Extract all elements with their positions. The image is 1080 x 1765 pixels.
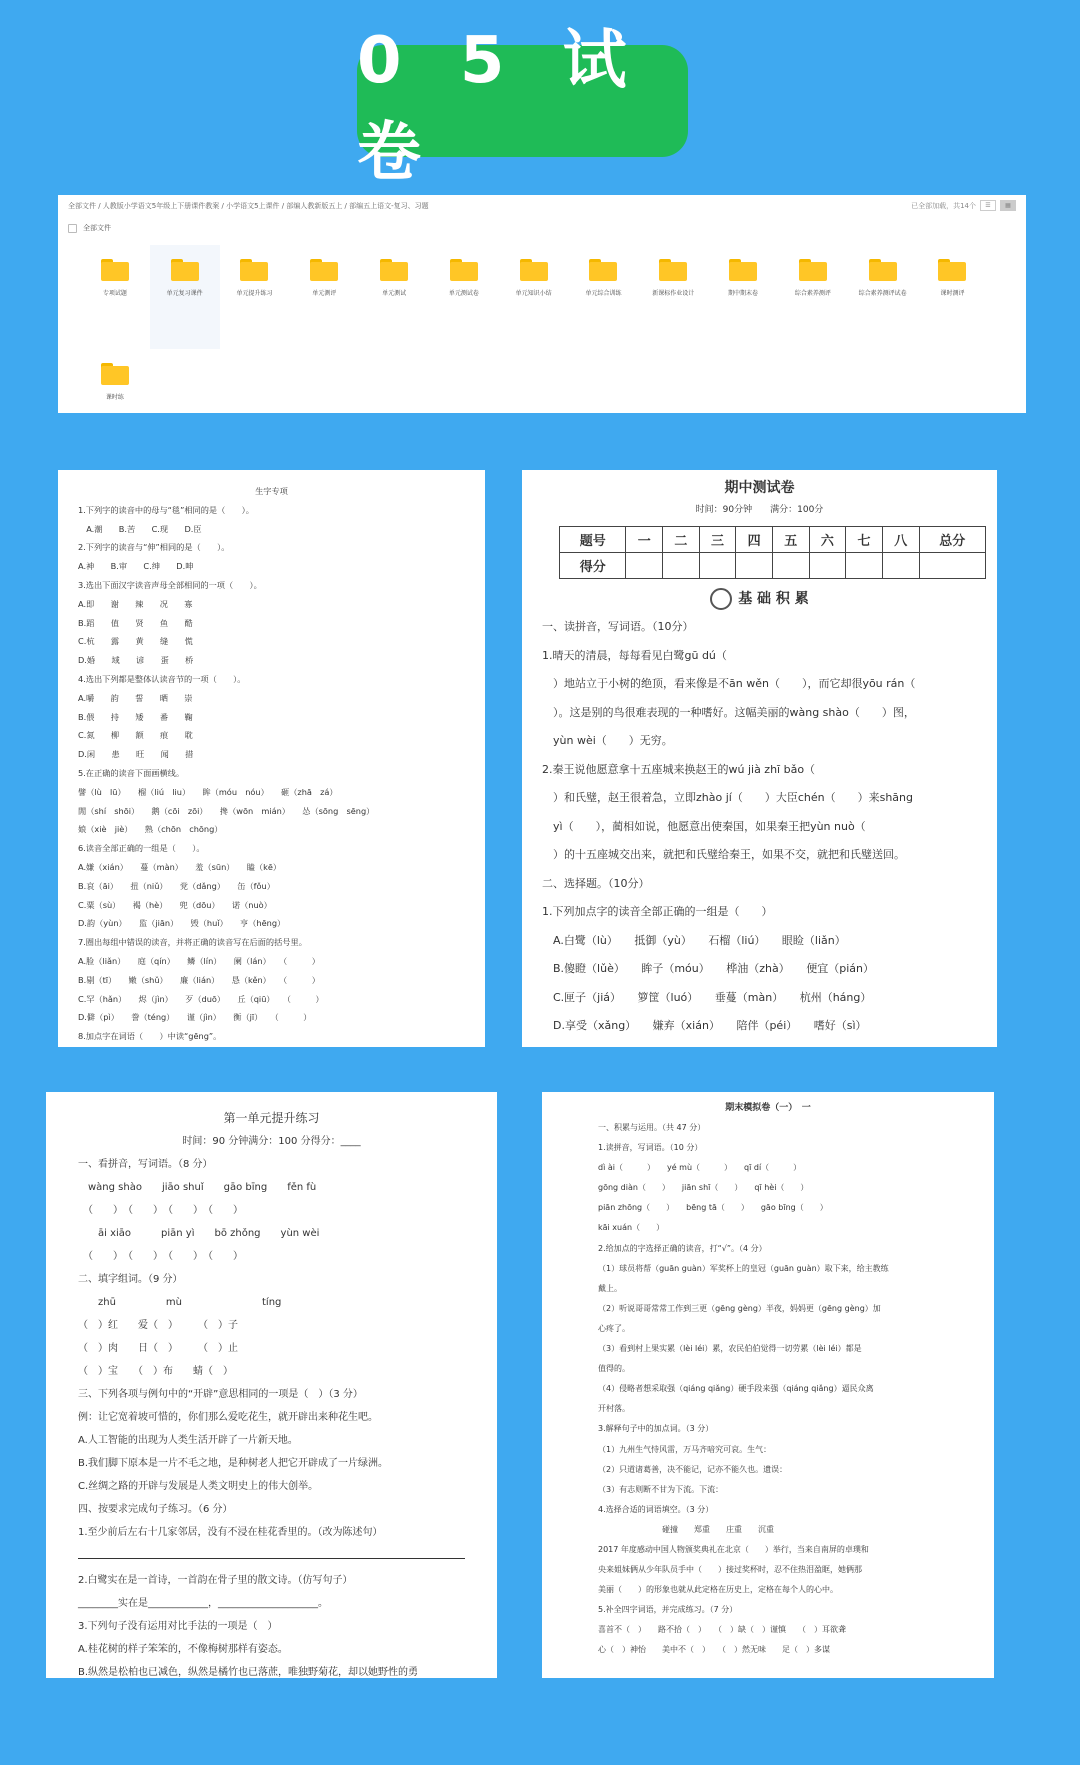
doc-lines	[78, 1153, 465, 1678]
doc-line: C.匣子（jiá） 箩筐（luó） 垂蔓（màn） 杭州（háng）	[542, 990, 872, 1004]
doc-line: C.罕（hǎn） 烬（jìn） 歹（duō） 丘（qiū） （ ）	[78, 993, 324, 1004]
doc-line: 美丽（ ）的形象也就从此定格在历史上，定格在每个人的心中。	[598, 1585, 838, 1595]
doc-line: （4）侵略者想采取强（qiáng qiǎng）硬手段来强（qiáng qiǎng）逼民众离	[598, 1384, 874, 1394]
doc-line: B.哀（āi） 扭（niǔ） 党（dǎng） 缶（fǒu）	[78, 880, 275, 891]
doc-line: ）的十五座城交出来，就把和氏璧给秦王，如果不交，就把和氏璧送回。	[542, 848, 905, 861]
folder-label: 期中期末卷	[728, 290, 759, 297]
folder-icon	[659, 259, 687, 281]
folder-item[interactable]	[708, 245, 778, 349]
doc-title: 期中测试卷	[724, 480, 795, 496]
doc-line: B.纵然是松柏也已减色，纵然是橘竹也已落蔗，唯独野菊花，却以她野性的勇	[78, 1667, 419, 1678]
doc-line: A.人工智能的出现为人类生活开辟了一片新天地。	[78, 1435, 298, 1446]
folder-item[interactable]	[848, 245, 918, 349]
doc-line: B.偎 持 矮 番 鞠	[78, 711, 193, 722]
folder-icon	[240, 259, 268, 281]
score-header-cell: 一	[626, 527, 663, 553]
doc-line: C.氮 柳 额 痕 耽	[78, 730, 193, 741]
doc-line: 2.下列字的读音与“伸”相同的是（ ）。	[78, 542, 230, 553]
folder-icon	[520, 259, 548, 281]
doc-line: A.神 B.审 C.绅 D.呻	[78, 561, 194, 572]
doc-line: 3.选出下面汉字读音声母全部相同的一项（ ）。	[78, 579, 262, 590]
doc-line: ）地站立于小树的绝顶，看来像是不ān wěn（ ），而它却很yōu rán（	[542, 677, 916, 690]
doc-line: （ ） （ ） （ ） （ ）	[78, 1205, 243, 1216]
folder-icon	[380, 259, 408, 281]
doc-line: 四、按要求完成句子练习。（6 分）	[78, 1504, 233, 1515]
folder-item[interactable]	[80, 245, 150, 349]
score-cell	[809, 553, 846, 579]
folder-item[interactable]	[638, 245, 708, 349]
doc-line: wàng shào jiāo shuǐ gāo bīng fěn fù	[78, 1182, 317, 1193]
doc-line: A.嚼 韵 誓 晒 崇	[78, 692, 193, 703]
folder-icon	[101, 363, 129, 385]
score-header-cell: 六	[809, 527, 846, 553]
folder-label: 单元测试	[382, 290, 407, 297]
folder-label: 综合素养测评	[794, 290, 831, 297]
score-header-cell: 三	[699, 527, 736, 553]
doc-line: A.桂花树的样子笨笨的，不像梅树那样有姿态。	[78, 1644, 288, 1655]
doc-line: zhū mù tíng	[78, 1297, 282, 1308]
folder-item[interactable]	[569, 245, 639, 349]
score-header-cell: 七	[846, 527, 883, 553]
doc-line: 2017 年度感动中国人物颁奖典礼在北京（ ）举行，当来自南屏的卓璞和	[598, 1544, 869, 1554]
score-header-cell: 八	[882, 527, 919, 553]
doc-line: 7.圈出每组中错误的读音，并将正确的读音写在后面的括号里。	[78, 937, 307, 948]
doc-line: C.杭 露 黄 缝 慌	[78, 636, 193, 647]
doc-line: 二、选择题。（10分）	[542, 876, 650, 890]
doc-line: D.僻（pì） 誊（téng） 谨（jìn） 衡（jī） （ ）	[78, 1012, 312, 1023]
doc-line: 例：让它宽着坡可惜的，你们那么爱吃花生，就开辟出来种花生吧。	[78, 1412, 378, 1423]
doc-line	[78, 1544, 465, 1559]
doc-line: 开村落。	[598, 1404, 630, 1414]
folder-label: 单元提升练习	[236, 290, 273, 297]
doc-line: D.享受（xǎng） 嫌弃（xián） 陪伴（péi） 嗜好（sì）	[542, 1019, 867, 1032]
folder-label: 单元测试卷	[448, 290, 479, 297]
doc-line: 碰撞 郑重 庄重 沉重	[598, 1524, 774, 1534]
folder-item[interactable]	[499, 245, 569, 349]
doc-line: 4.选出下列都是整体认读音节的一项（ ）。	[78, 673, 246, 684]
explorer-status-bar	[911, 200, 1016, 211]
folder-label: 单元测评	[312, 290, 337, 297]
folder-item[interactable]	[429, 245, 499, 349]
seal-icon	[710, 588, 732, 610]
doc-line: 3.下列句子没有运用对比手法的一项是（ ）	[78, 1621, 278, 1632]
select-all-row[interactable]	[68, 223, 111, 233]
folder-label: 单元复习课件	[166, 290, 203, 297]
doc-line: （3）有志则断不甘为下流。下流：	[598, 1484, 724, 1494]
doc-line: A.白鹭（lù） 抵御（yù） 石榴（liú） 眼睑（liǎn）	[542, 933, 846, 947]
doc-midterm-test	[522, 470, 997, 1047]
folder-icon	[799, 259, 827, 281]
doc-line: （1）九州生气恃风雷，万马齐喑究可哀。生气：	[598, 1444, 772, 1454]
score-cell	[846, 553, 883, 579]
doc-line: D.婚 域 谚 蛋 桥	[78, 655, 194, 666]
doc-line: ）和氏璧，赵王很着急，立即zhào jí（ ）大臣chén（ ）来shāng	[542, 791, 913, 804]
doc-line: 1.至少前后左右十几家邻居，没有不浸在桂花香里的。（改为陈述句）	[78, 1527, 383, 1538]
folder-grid	[80, 245, 1020, 413]
folder-item[interactable]	[150, 245, 220, 349]
score-cell	[882, 553, 919, 579]
doc-meta: 时间：90分钟 满分：100分	[695, 505, 824, 515]
doc-line: 值得的。	[598, 1364, 630, 1374]
score-row-label: 得分	[560, 553, 626, 579]
doc-title: 期末模拟卷（一） 一	[725, 1103, 811, 1113]
all-files-label: 全部文件	[83, 224, 111, 232]
doc-line: （2）只道诸葛善，决不能记，记亦不能久也。遗误：	[598, 1464, 788, 1474]
score-cell	[772, 553, 809, 579]
doc-line: yùn wèi（ ）无穷。	[542, 734, 673, 747]
doc-lines	[598, 1118, 938, 1661]
file-explorer-panel	[58, 195, 1026, 413]
folder-label: 课时练	[105, 394, 124, 401]
doc-line: （ ）肉 日（ ） （ ）止	[78, 1343, 238, 1354]
doc-line: gōng diàn（ ） jiān shī（ ） qī hèi（ ）	[598, 1183, 809, 1193]
doc-line: 一、积累与运用。（共 47 分）	[598, 1123, 706, 1132]
doc-line: B.我们脚下原本是一片不毛之地，是种树老人把它开辟成了一片绿洲。	[78, 1458, 389, 1469]
folder-icon	[450, 259, 478, 281]
doc-line: 戴上。	[598, 1283, 622, 1293]
score-header-cell: 二	[663, 527, 700, 553]
doc-line: ）。这是别的鸟很难表现的一种嗜好。这幅美丽的wàng shào（ ）图，	[542, 705, 915, 719]
doc-line: B.傻瞪（lǔè） 眸子（móu） 桦油（zhà） 便宜（pián）	[542, 962, 874, 975]
folder-label: 专项试题	[102, 290, 127, 297]
select-all-checkbox[interactable]	[68, 224, 77, 233]
doc-line: B.剔（tī） 嫩（shǔ） 廉（lián） 恳（kěn） （ ）	[78, 974, 320, 985]
doc-line: 2.给加点的字选择正确的读音，打“√”。（4 分）	[598, 1243, 767, 1253]
doc-line: D.韵（yùn） 监（jiān） 毁（huǐ） 亨（hēng）	[78, 918, 286, 929]
score-cell	[736, 553, 773, 579]
doc-line: 一、读拼音，写词语。（10分）	[542, 620, 694, 633]
doc-line: C.粟（sù） 褐（hè） 兜（dōu） 诺（nuò）	[78, 899, 272, 910]
doc-line: 5.补全四字词语，并完成练习。（7 分）	[598, 1605, 738, 1615]
doc-lines	[542, 613, 977, 1041]
folder-icon	[729, 259, 757, 281]
doc-meta: 时间：90 分钟满分：100 分得分：____	[182, 1136, 361, 1147]
doc-line: 1.下列字的读音中的母与“毯”相同的是（ ）。	[78, 504, 254, 515]
doc-line: piān zhōng（ ） bēng tā（ ） gāo bīng（ ）	[598, 1203, 828, 1213]
doc-lines	[78, 501, 465, 1046]
folder-item[interactable]	[289, 245, 359, 349]
doc-line: 三、下列各项与例句中的“开辟”意思相同的一项是（ ）（3 分）	[78, 1389, 363, 1400]
doc-line: 喜首不（ ） 路不拾（ ） （ ）缺（ ）谨慎 （ ）耳欲聋	[598, 1625, 846, 1635]
folder-label: 课时测评	[940, 290, 965, 297]
doc-line: B.蹈 值 贤 鱼 酷	[78, 617, 193, 628]
folder-item[interactable]	[80, 349, 150, 413]
score-cell	[699, 553, 736, 579]
doc-line: 二、填字组词。（9 分）	[78, 1274, 183, 1285]
doc-line: 心疼了。	[598, 1323, 630, 1333]
doc-line: 娘（xiè jiè） 熟（chōn chōng）	[78, 824, 223, 835]
score-table	[559, 526, 986, 579]
doc-line: A.脸（liǎn） 庭（qín） 鳞（lín） 阑（lán） （ ）	[78, 955, 320, 966]
doc-line: （ ） （ ） （ ） （ ）	[78, 1251, 243, 1262]
folder-label: 新课标作业设计	[652, 290, 695, 297]
doc-line: 譬（lù lū） 榴（liú liu） 眸（móu nóu） 砸（zhā zá）	[78, 786, 338, 797]
doc-line: 8.加点字在词语（ ）中读“gēng”。	[78, 1031, 222, 1042]
score-cell	[626, 553, 663, 579]
doc-line: 心（ ）神怡 美中不（ ） （ ）然无味 足（ ）多谋	[598, 1645, 830, 1655]
score-header-cell: 四	[736, 527, 773, 553]
folder-item[interactable]	[220, 245, 290, 349]
doc-line: 2.秦王说他愿意拿十五座城来换赵王的wú jià zhī bǎo（	[542, 762, 816, 776]
doc-line: （3）看到村上果实累（lèi léi）累，农民伯伯觉得一切劳累（lèi léi）都是	[598, 1344, 862, 1354]
score-header-cell: 总分	[919, 527, 985, 553]
folder-icon	[869, 259, 897, 281]
score-header-cell: 五	[772, 527, 809, 553]
doc-line: kāi xuán（ ）	[598, 1223, 665, 1233]
score-header-cell: 题号	[560, 527, 626, 553]
doc-line: A.潮 B.苦 C.现 D.臣	[78, 523, 202, 534]
list-view-icon[interactable]: ☰	[980, 200, 996, 211]
doc-line: 2.白鹭实在是一首诗，一首韵在骨子里的散文诗。（仿写句子）	[78, 1575, 353, 1586]
doc-unit-one-practice	[46, 1092, 497, 1678]
load-status: 已全部加载，共14个	[911, 201, 976, 210]
score-cell	[919, 553, 985, 579]
folder-item[interactable]	[778, 245, 848, 349]
doc-line: （ ）红 爱（ ） （ ）子	[78, 1320, 238, 1331]
section-heading	[542, 585, 977, 613]
doc-line: 6.读音全部正确的一组是（ ）。	[78, 843, 205, 854]
doc-title: 生字专项	[255, 486, 288, 496]
folder-label: 单元知识小结	[515, 290, 552, 297]
doc-line: 央来姐妹俩从少年队员手中（ ）接过奖杯时，忍不住热泪盈眶，她俩那	[598, 1565, 862, 1575]
doc-line: yì（ ），蔺相如说，他愿意出使秦国，如果秦王把yùn nuò（	[542, 819, 866, 833]
folder-icon	[938, 259, 966, 281]
doc-line: （1）球员将帮（guān guàn）军奖杯上的皇冠（guān guàn）取下来，给主教练	[598, 1263, 889, 1273]
doc-line: （ ）宝 （ ）布 蜻（ ）	[78, 1366, 233, 1377]
grid-view-icon[interactable]: ▦	[1000, 200, 1016, 211]
doc-line: dì ài（ ） yé mù（ ） qī dí（ ）	[598, 1163, 802, 1173]
doc-line: 1.晴天的清晨，每每看见白鹭gū dú（	[542, 648, 727, 662]
doc-line: āi xiāo piān yì bō zhǒng yùn wèi	[78, 1228, 320, 1239]
breadcrumb[interactable]: 全部文件 / 人教版小学语文5年级上下册课件教案 / 小学语文5上课件 / 部编人教新版五上 / 部编五上语文-复习、习题	[68, 202, 429, 210]
folder-icon	[101, 259, 129, 281]
folder-icon	[310, 259, 338, 281]
doc-line: C.丝绸之路的开辟与发展是人类文明史上的伟大创举。	[78, 1481, 319, 1492]
folder-item[interactable]	[918, 245, 988, 349]
doc-line: 1.下列加点字的读音全部正确的一组是（ ）	[542, 905, 773, 918]
folder-icon	[589, 259, 617, 281]
doc-final-mock	[542, 1092, 994, 1678]
doc-character-special	[58, 470, 485, 1047]
doc-line: 4.选择合适的词语填空。（3 分）	[598, 1504, 714, 1514]
folder-label: 单元综合训练	[585, 290, 622, 297]
doc-line: ________实在是____________，____________________。	[78, 1598, 328, 1609]
doc-line: 閒（shí shōi） 鹅（cōi zōi） 搀（wōn mián） 怂（sōng sēng）	[78, 805, 375, 816]
doc-line: A.嫌（xián） 蔓（màn） 羞（sūn） 瞌（kē）	[78, 861, 282, 872]
doc-line: D.闲 患 旺 闻 措	[78, 749, 194, 760]
doc-line: 一、看拼音，写词语。（8 分）	[78, 1159, 213, 1170]
title-badge: 0 5 试 卷	[357, 45, 688, 157]
doc-line: 1.读拼音，写词语。（10 分）	[598, 1143, 703, 1153]
doc-line: 5.在正确的读音下面画横线。	[78, 767, 185, 778]
doc-line: （2）听说哥哥常常工作到三更（gēng gèng）半夜，妈妈更（gēng gèng）加	[598, 1303, 881, 1313]
doc-line: A.即 谢 辣 况 寡	[78, 598, 193, 609]
score-cell	[663, 553, 700, 579]
doc-title: 第一单元提升练习	[223, 1111, 320, 1125]
folder-item[interactable]	[359, 245, 429, 349]
doc-line: 3.解释句子中的加点词。（3 分）	[598, 1424, 714, 1434]
folder-label: 综合素养测评试卷	[858, 290, 907, 297]
section-label: 基 础 积 累	[738, 591, 809, 607]
folder-icon	[171, 259, 199, 281]
